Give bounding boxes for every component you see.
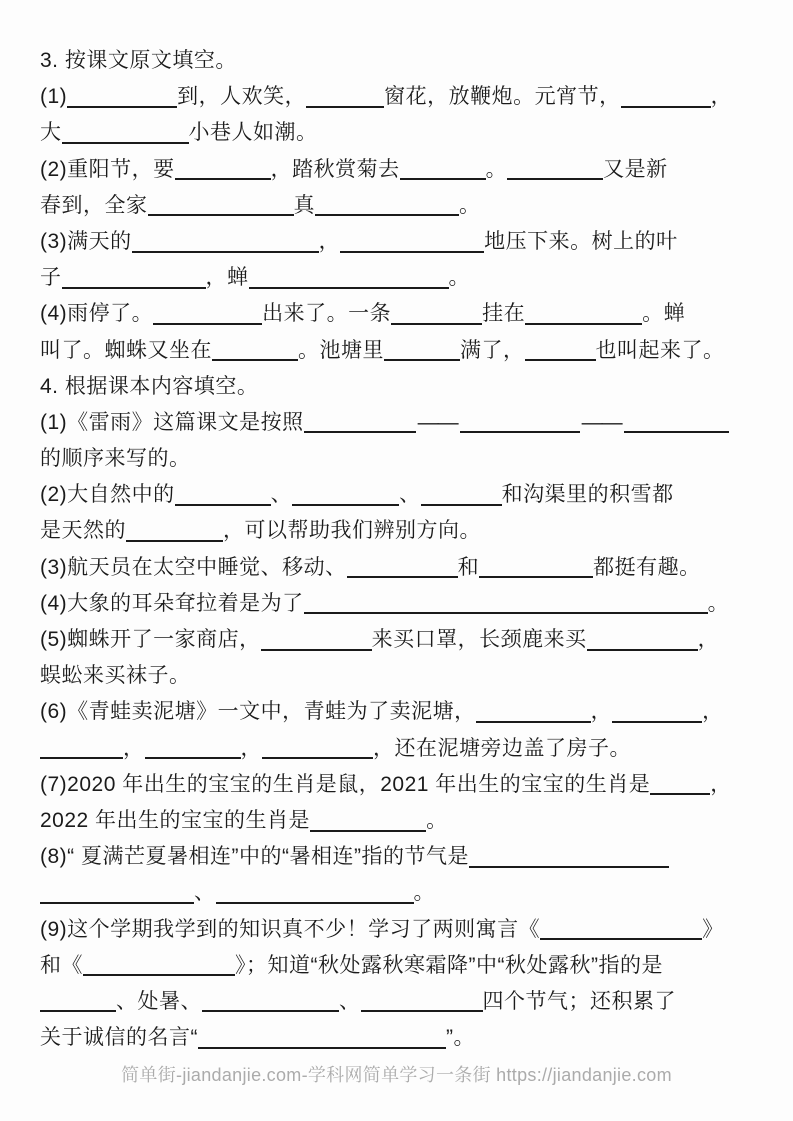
text-run: ，可以帮助我们辨别方向。 [223,519,481,543]
text-run: 四个节气；还积累了 [482,989,676,1013]
text-run: 的顺序来写的。 [40,447,191,471]
fill-in-blank[interactable] [621,87,711,108]
fill-in-blank[interactable] [525,304,642,325]
fill-in-blank[interactable] [198,1028,446,1049]
text-run: 》；知道“秋处露秋寒霜降”中“秋处露秋”指的是 [235,953,663,977]
worksheet-line [40,224,763,260]
worksheet-line [40,260,763,296]
fill-in-blank[interactable] [212,340,298,361]
fill-in-blank[interactable] [540,919,702,940]
text-run: (2)大自然中的 [40,483,175,507]
worksheet-line [40,622,763,658]
text-run: 、 [339,989,361,1013]
text-run: 关于诚信的名言“ [40,1026,198,1050]
text-run: 到，人欢笑， [177,85,307,109]
fill-in-blank[interactable] [153,304,262,325]
fill-in-blank[interactable] [587,630,698,651]
text-run: (1)《雷雨》这篇课文是按照 [40,410,304,434]
text-run: (5)蜘蛛开了一家商店， [40,628,261,651]
text-run: 满了， [460,338,525,362]
text-run: 。蝉 [642,302,686,326]
fill-in-blank[interactable] [148,195,294,216]
text-run: (7)2020 年出生的宝宝的生肖是鼠，2021 年出生的宝宝的生肖是 [40,772,651,796]
worksheet-line [40,658,763,694]
text-run: 蜈蚣来买袜子。 [40,664,191,688]
worksheet-line [40,803,763,839]
worksheet-line [40,79,763,115]
fill-in-blank[interactable] [126,521,223,542]
fill-in-blank[interactable] [40,883,194,904]
fill-in-blank[interactable] [175,485,271,506]
worksheet-line [40,1020,763,1056]
worksheet-line [40,152,763,188]
fill-in-blank[interactable] [62,123,189,144]
text-run: (9)这个学期我学到的知识真不少！学习了两则寓言《 [40,917,541,941]
worksheet-line [40,115,763,151]
fill-in-blank[interactable] [304,593,708,614]
footer-watermark: 简单街-jiandanjie.com-学科网简单学习一条街 https://jiandanjie.com [121,1065,672,1085]
fill-in-blank[interactable] [175,159,271,180]
worksheet-line [40,333,763,369]
fill-in-blank[interactable] [262,738,373,759]
text-run: (2)重阳节，要 [40,157,175,181]
worksheet-line [40,948,763,984]
fill-in-blank[interactable] [624,412,729,433]
text-run: (3)满天的 [40,229,132,253]
text-run: ， [710,772,732,796]
fill-in-blank[interactable] [40,738,123,759]
text-run: 、处暑、 [116,989,202,1013]
worksheet-line [40,984,763,1020]
text-run: 挂在 [482,302,526,326]
text-run: 子 [40,266,62,290]
text-run: ， [697,628,720,651]
section-heading: 4. 根据课本内容填空。 [40,374,259,398]
fill-in-blank[interactable] [391,304,482,325]
text-run: 和《 [40,953,83,977]
fill-in-blank[interactable] [347,557,458,578]
text-run: 、 [270,483,293,507]
text-run: 、 [194,881,216,905]
fill-in-blank[interactable] [525,340,596,361]
fill-in-blank[interactable] [40,991,116,1012]
fill-in-blank[interactable] [67,87,177,108]
fill-in-blank[interactable] [249,268,449,289]
fill-in-blank[interactable] [460,412,580,433]
text-run: 都挺有趣。 [593,555,701,579]
fill-in-blank[interactable] [216,883,414,904]
text-run: 》 [702,917,724,941]
fill-in-blank[interactable] [361,991,483,1012]
text-run: (4)大象的耳朵耷拉着是为了 [40,591,304,615]
text-run: ”。 [446,1026,475,1050]
text-run: 地压下来。树上的叶 [484,229,678,253]
text-run: ，蝉 [205,266,249,290]
em-dash-separator: —— [581,410,622,434]
em-dash-separator: —— [417,410,458,434]
worksheet-line [40,875,763,911]
text-run: 。 [448,266,470,290]
fill-in-blank[interactable] [83,955,235,976]
text-run: 出来了。一条 [262,302,392,326]
worksheet-line [40,405,763,441]
text-run: (1) [40,85,68,109]
text-run: ， [590,700,613,724]
text-run: ， [710,85,733,109]
worksheet-line [40,912,763,948]
text-run: 大 [40,121,62,145]
text-run: ，踏秋赏菊去 [270,157,400,181]
fill-in-blank[interactable] [145,738,241,759]
worksheet-line [40,839,763,875]
text-run: ， [240,736,262,760]
fill-in-blank[interactable] [384,340,460,361]
text-run: (3)航天员在太空中睡觉、移动、 [40,555,347,579]
fill-in-blank[interactable] [479,557,593,578]
fill-in-blank[interactable] [400,159,486,180]
text-run: 真 [293,193,315,217]
worksheet-line [40,694,763,730]
fill-in-blank[interactable] [469,847,669,868]
text-run: 来买口罩，长颈鹿来买 [371,628,587,651]
worksheet-line [40,296,763,332]
text-run: 。 [426,808,448,832]
text-run: 和沟渠里的积雪都 [501,483,674,507]
fill-in-blank[interactable] [310,811,426,832]
fill-in-blank[interactable] [202,991,339,1012]
text-run: 。 [413,881,435,905]
fill-in-blank[interactable] [421,485,502,506]
worksheet-line [40,731,763,767]
worksheet-line [40,550,763,586]
text-run: (6)《青蛙卖泥塘》一文中，青蛙为了卖泥塘， [40,700,476,724]
text-run: 。 [459,193,481,217]
text-run: 和 [457,555,480,579]
text-run: ， [123,736,145,760]
fill-in-blank[interactable] [507,159,603,180]
text-run: 也叫起来了。 [595,338,725,362]
text-run: ，还在泥塘旁边盖了房子。 [373,736,631,760]
fill-in-blank[interactable] [132,232,319,253]
text-run: 。池塘里 [298,338,384,362]
text-run: 。 [707,591,730,615]
worksheet-line [40,188,763,224]
text-run: 窗花，放鞭炮。元宵节， [384,85,621,109]
text-run: 春到，全家 [40,193,148,217]
worksheet-line [40,513,763,549]
fill-in-blank[interactable] [340,232,484,253]
text-run: 又是新 [603,157,668,181]
fill-in-blank[interactable] [292,485,399,506]
fill-in-blank[interactable] [612,702,702,723]
worksheet-line [40,441,763,477]
fill-in-blank[interactable] [62,268,206,289]
text-run: 。 [485,157,508,181]
text-run: 是天然的 [40,519,126,543]
worksheet-line [40,586,763,622]
text-run: ， [702,700,724,724]
fill-in-blank[interactable] [476,702,591,723]
fill-in-blank[interactable] [306,87,384,108]
text-run: 叫了。蜘蛛又坐在 [40,338,212,362]
section-heading: 3. 按课文原文填空。 [40,49,237,72]
worksheet-line [40,767,763,803]
fill-in-blank[interactable] [261,630,372,651]
text-run: (8)“ 夏满芒夏暑相连”中的“暑相连”指的节气是 [40,845,469,869]
text-run: ， [318,229,341,253]
text-run: 2022 年出生的宝宝的生肖是 [40,808,311,832]
fill-in-blank[interactable] [304,412,416,433]
text-run: 、 [399,483,421,507]
worksheet-line [40,477,763,513]
fill-in-blank[interactable] [315,195,459,216]
worksheet-content [40,43,763,1056]
text-run: (4)雨停了。 [40,302,154,326]
fill-in-blank[interactable] [650,774,710,795]
text-run: 小巷人如潮。 [188,121,318,145]
